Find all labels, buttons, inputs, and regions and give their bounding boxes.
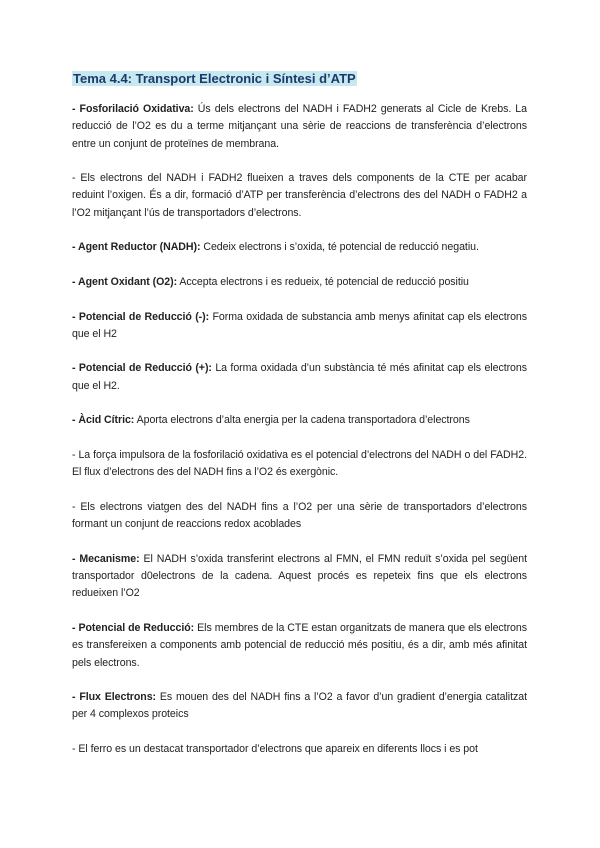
paragraph-text: - Els electrons viatgen des del NADH fins a l’O2 per una sèrie de transportadors d’electrons formant un conjunt de reaccions redox acoblades xyxy=(72,500,527,531)
paragraph xyxy=(72,309,527,344)
paragraph-text: - Els electrons del NADH i FADH2 flueixen a traves dels components de la CTE per acabar reduint l’oxigen. És a dir, formació d’ATP per transferència d’electrons des del NADH o FADH2 a l’O2 mitjançant l’ús de transportadors d’electrons. xyxy=(72,172,527,219)
paragraph-text: Forma oxidada de substancia amb menys afinitat cap els electrons que el H2 xyxy=(72,310,527,340)
paragraph-term: - Potencial de Reducció (-): xyxy=(72,310,210,323)
paragraph-text: Cedeix electrons i s’oxida, té potencial de reducció negatiu. xyxy=(200,241,479,254)
paragraph-term: - Flux Electrons: xyxy=(72,691,157,704)
paragraph xyxy=(72,239,527,256)
paragraph-term: - Potencial de Reducció: xyxy=(72,621,195,634)
paragraph xyxy=(72,551,527,603)
document-page xyxy=(72,70,527,776)
paragraph xyxy=(72,689,527,724)
paragraph xyxy=(72,741,527,758)
paragraph xyxy=(72,447,527,482)
paragraph xyxy=(72,620,527,672)
paragraph-text: Aporta electrons d’alta energia per la cadena transportadora d’electrons xyxy=(134,414,470,427)
paragraph xyxy=(72,499,527,534)
title-block xyxy=(72,70,527,88)
paragraph-term: - Potencial de Reducció (+): xyxy=(72,362,212,375)
paragraph-term: - Mecanisme: xyxy=(72,552,140,565)
paragraph-term: - Agent Reductor (NADH): xyxy=(72,241,201,254)
paragraph xyxy=(72,274,527,291)
paragraph-text: El NADH s’oxida transferint electrons al FMN, el FMN reduït s’oxida pel següent transportador d0electrons de la cadena. Aquest procés es repeteix fins que els electrons redueixen l’O2 xyxy=(72,552,527,600)
paragraph-term: - Àcid Cítric: xyxy=(72,414,135,427)
paragraph-term: - Agent Oxidant (O2): xyxy=(72,275,178,288)
paragraph-text: Ús dels electrons del NADH i FADH2 generats al Cicle de Krebs. La reducció de l’O2 es du a terme mitjançant una sèrie de reaccions de transferència d’electrons entre un conjunt de proteïnes de membrana. xyxy=(72,103,527,150)
paragraph-text: - El ferro es un destacat transportador d’electrons que apareix en diferents llocs i es pot xyxy=(72,742,478,755)
paragraph-term: - Fosforilació Oxidativa: xyxy=(72,103,194,115)
paragraph-text: Els membres de la CTE estan organitzats de manera que els electrons es transfereixen a components amb potencial de reducció més positiu, és a dir, amb més afinitat pels electrons. xyxy=(72,621,527,669)
paragraph xyxy=(72,170,527,222)
paragraph-text: Accepta electrons i es redueix, té potencial de reducció positiu xyxy=(177,275,469,288)
paragraph xyxy=(72,412,527,429)
page-title: Tema 4.4: Transport Electronic i Síntesi d’ATP xyxy=(73,71,356,86)
paragraph-text: - La força impulsora de la fosforilació oxidativa es el potencial d’electrons del NADH o del FADH2. El flux d’electrons des del NADH fins a l’O2 és exergònic. xyxy=(72,448,527,479)
paragraph xyxy=(72,101,527,153)
paragraph-text: La forma oxidada d’un substància té més afinitat cap els electrons que el H2. xyxy=(72,362,527,392)
paragraph xyxy=(72,360,527,395)
paragraph-text: Es mouen des del NADH fins a l’O2 a favor d’un gradient d’energia catalitzat per 4 complexos proteics xyxy=(72,691,527,721)
